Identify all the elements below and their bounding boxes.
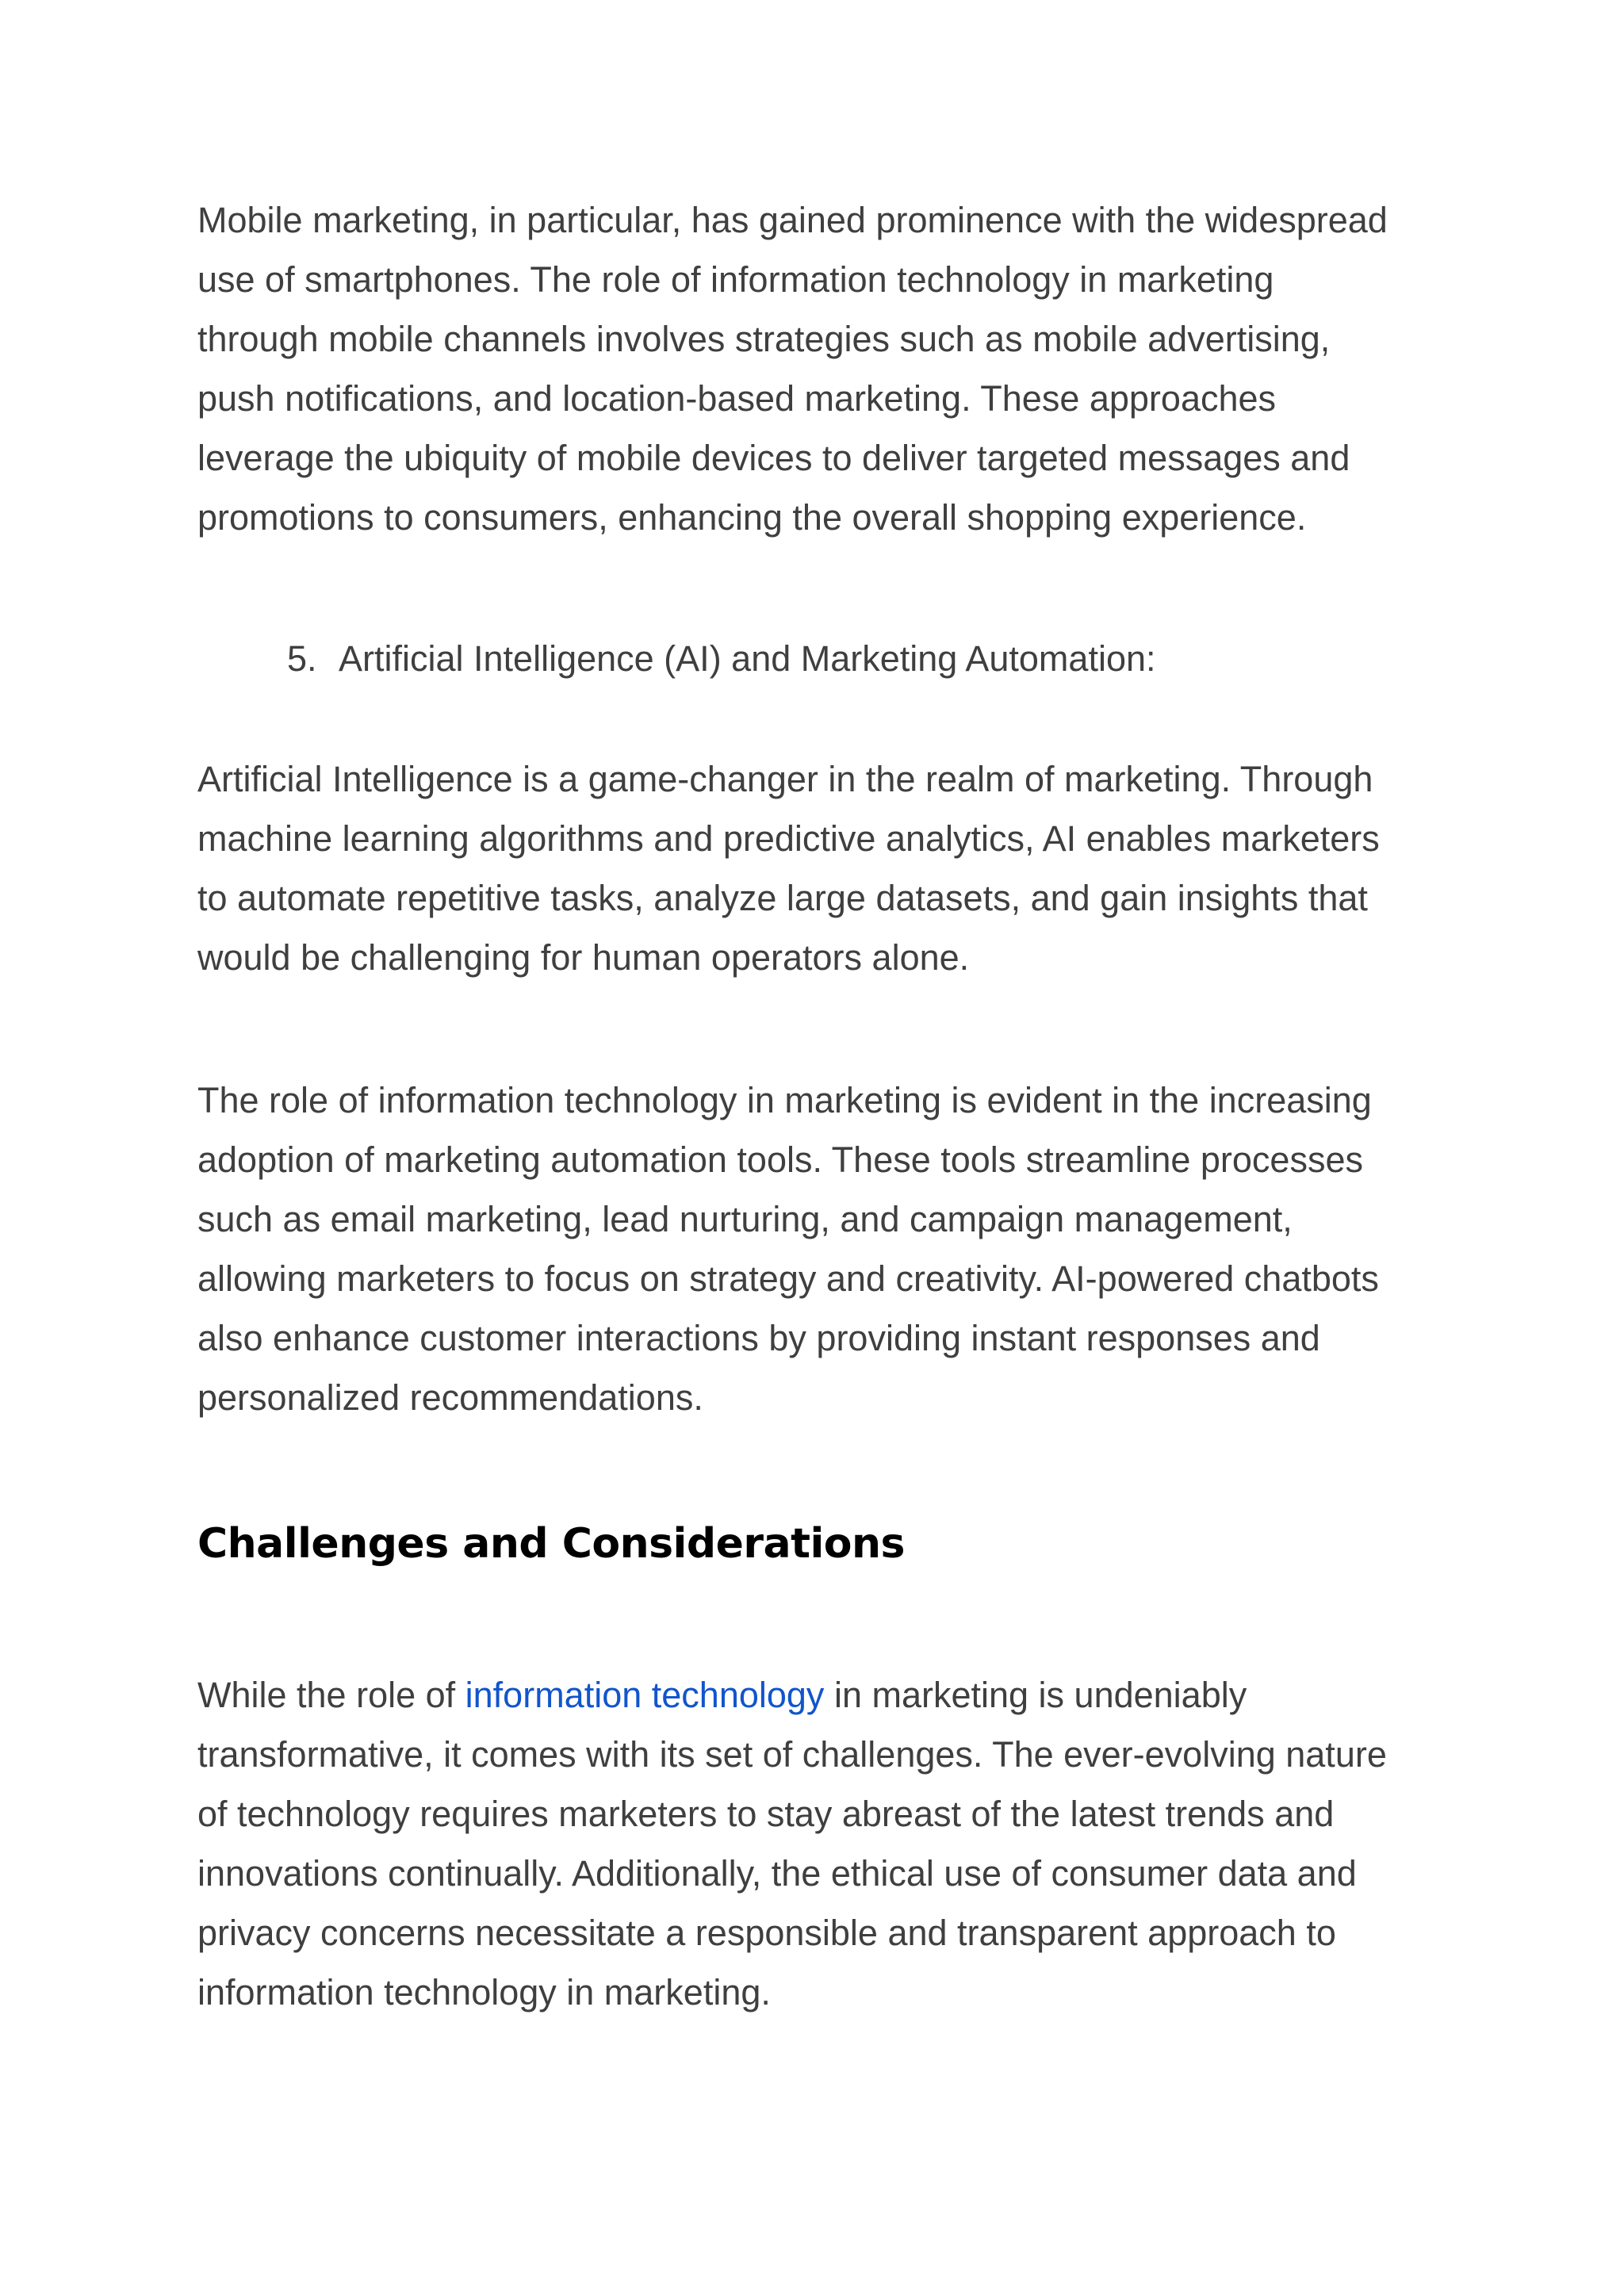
paragraph-challenges: [197, 1665, 1450, 2022]
text-line: adoption of marketing automation tools. These tools streamline processes: [197, 1139, 1363, 1180]
text-line: The role of information technology in marketing is evident in the increasing: [197, 1080, 1372, 1120]
text-line: leverage the ubiquity of mobile devices to deliver targeted messages and: [197, 438, 1350, 478]
text-line: to automate repetitive tasks, analyze large datasets, and gain insights that: [197, 878, 1368, 918]
text-line: use of smartphones. The role of information technology in marketing: [197, 259, 1274, 300]
text-line: such as email marketing, lead nurturing, and campaign management,: [197, 1199, 1293, 1239]
numbered-list-item: [287, 629, 1156, 688]
text-line: also enhance customer interactions by providing instant responses and: [197, 1318, 1320, 1358]
text-line: allowing marketers to focus on strategy and creativity. AI-powered chatbots: [197, 1258, 1379, 1299]
list-item-number: 5.: [287, 638, 317, 679]
text-fragment: While the role of: [197, 1675, 465, 1715]
text-line: would be challenging for human operators alone.: [197, 937, 970, 978]
text-line: push notifications, and location-based marketing. These approaches: [197, 378, 1277, 419]
text-line: innovations continually. Additionally, the ethical use of consumer data and: [197, 1853, 1357, 1894]
information-technology-link[interactable]: information technology: [465, 1675, 825, 1715]
text-line: privacy concerns necessitate a responsible and transparent approach to: [197, 1913, 1336, 1953]
text-line: Mobile marketing, in particular, has gained prominence with the widespread: [197, 200, 1388, 240]
text-line: through mobile channels involves strategies such as mobile advertising,: [197, 319, 1331, 359]
text-line: transformative, it comes with its set of challenges. The ever-evolving nature: [197, 1734, 1387, 1775]
text-line: Artificial Intelligence is a game-changer in the realm of marketing. Through: [197, 759, 1373, 799]
section-heading: Challenges and Considerations: [197, 1520, 905, 1568]
text-line: machine learning algorithms and predictive analytics, AI enables marketers: [197, 818, 1380, 859]
paragraph-ai: [197, 749, 1450, 987]
paragraph-mobile-marketing: [197, 190, 1450, 547]
text-line: personalized recommendations.: [197, 1377, 703, 1418]
text-line: promotions to consumers, enhancing the overall shopping experience.: [197, 497, 1307, 538]
paragraph-marketing-automation: [197, 1070, 1450, 1427]
text-line: information technology in marketing.: [197, 1972, 771, 2013]
text-fragment: in marketing is undeniably: [824, 1675, 1247, 1715]
list-item-text: Artificial Intelligence (AI) and Marketing Automation:: [339, 638, 1156, 679]
text-line: of technology requires marketers to stay abreast of the latest trends and: [197, 1794, 1335, 1834]
text-line: [197, 1665, 1450, 1725]
